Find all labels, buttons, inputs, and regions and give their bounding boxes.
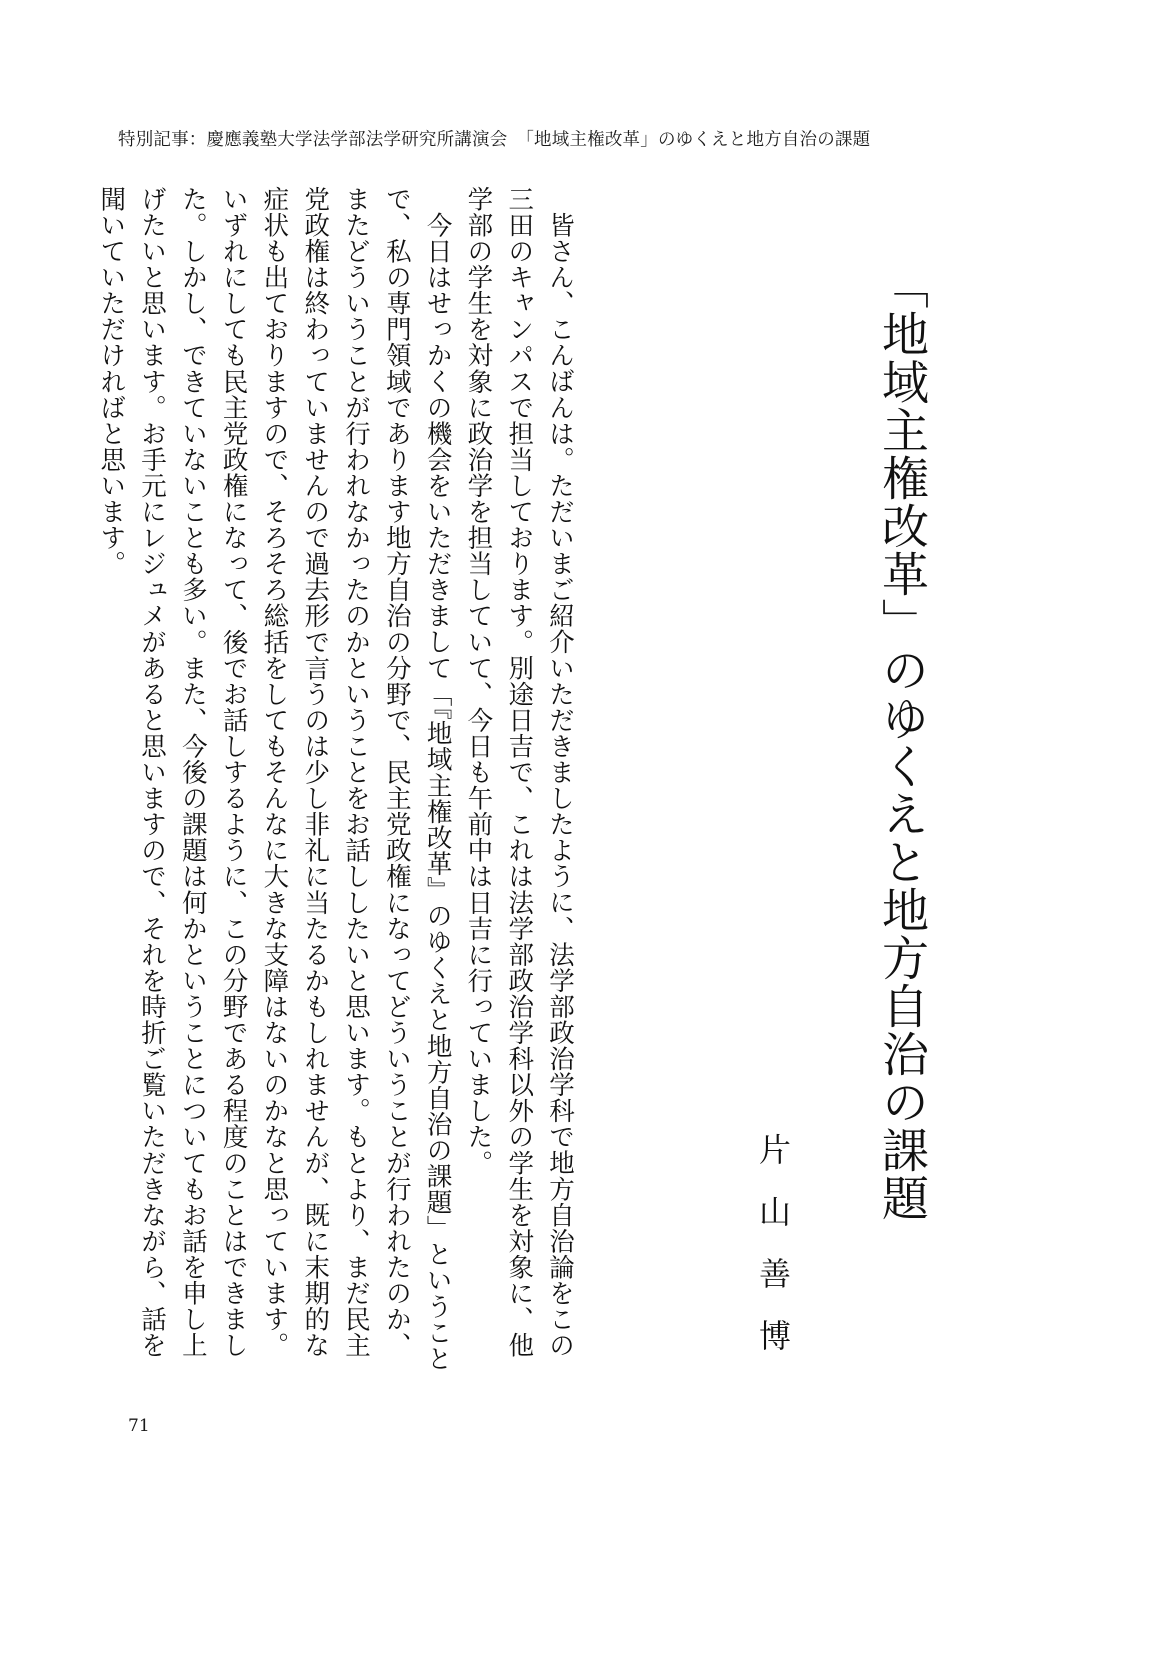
article-body (96, 186, 580, 1374)
article-title: 「地域主権改革」のゆくえと地方自治の課題 (874, 262, 929, 1222)
running-header: 特別記事：慶應義塾大学法学部法学研究所講演会 「地域主権改革」のゆくえと地方自治の課題 (118, 130, 871, 150)
author-name: 片山善博 (754, 1133, 792, 1381)
page-number: 71 (128, 1416, 150, 1436)
body-paragraph: 今日はせっかくの機会をいただきまして「『地域主権改革』のゆくえと地方自治の課題」ということで、私の専門領域であります地方自治の分野で、民主党政権になってどういうことが行われたのか、またどういうことが行われなかったのかということをお話ししたいと思います。もとより、まだ民主党政権は終わっていませんので過去形で言うのは少し非礼に当たるかもしれませんが、既に末期的な症状も出ておりますので、そろそろ総括をしてもそんなに大きな支障はないのかなと思っています。いずれにしても民主党政権になって、後でお話しするように、この分野である程度のことはできました。しかし、できていないことも多い。また、今後の課題は何かということについてもお話を申し上げたいと思います。お手元にレジュメがあると思いますので、それを時折ご覧いただきながら、話を聞いていただければと思います。 (96, 186, 453, 1371)
body-paragraph: 皆さん、こんばんは。ただいまご紹介いただきましたように、法学部政治学科で地方自治論をこの三田のキャンパスで担当しております。別途日吉で、これは法学部政治学科以外の学生を対象に、他学部の学生を対象に政治学を担当していて、今日も午前中は日吉に行っていました。 (463, 186, 575, 1359)
